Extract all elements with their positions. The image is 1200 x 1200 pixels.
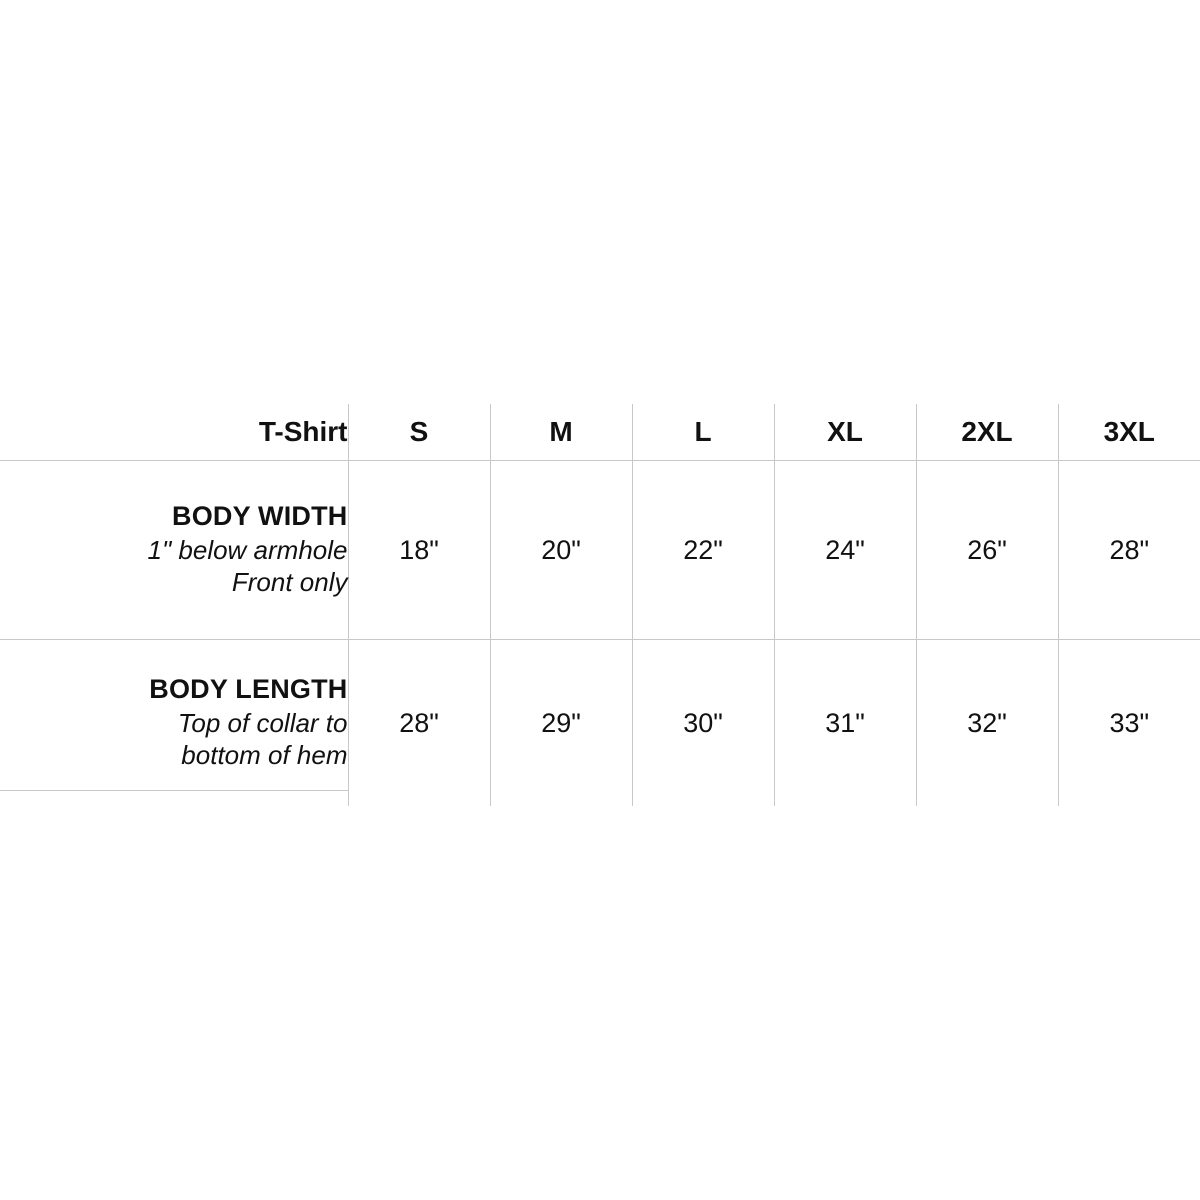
- cell-body-width-m: 20": [490, 461, 632, 640]
- cell-body-length-l: 30": [632, 640, 774, 807]
- row-label-subline-1: Top of collar to: [177, 708, 348, 739]
- row-label-title: BODY LENGTH: [149, 674, 348, 705]
- header-cell-title: T-Shirt: [0, 404, 348, 461]
- row-label-subline-1: 1" below armhole: [147, 535, 348, 566]
- table-row: [0, 640, 1200, 807]
- header-cell-size-2xl: 2XL: [916, 404, 1058, 461]
- cell-body-width-xl: 24": [774, 461, 916, 640]
- row-label-subline-2: bottom of hem: [181, 739, 348, 770]
- size-chart-table: [0, 404, 1200, 806]
- cell-body-length-xl: 31": [774, 640, 916, 807]
- cell-body-length-s: 28": [348, 640, 490, 807]
- cell-body-length-2xl: 32": [916, 640, 1058, 807]
- row-label-body-width: [0, 461, 348, 640]
- cell-body-width-2xl: 26": [916, 461, 1058, 640]
- cell-body-length-m: 29": [490, 640, 632, 807]
- header-cell-size-l: L: [632, 404, 774, 461]
- header-cell-size-3xl: 3XL: [1058, 404, 1200, 461]
- table-bottom-rule: [0, 790, 348, 791]
- header-cell-size-s: S: [348, 404, 490, 461]
- cell-body-width-s: 18": [348, 461, 490, 640]
- row-label-title: BODY WIDTH: [172, 501, 348, 532]
- row-label-body-length: [0, 640, 348, 807]
- cell-body-length-3xl: 33": [1058, 640, 1200, 807]
- cell-body-width-3xl: 28": [1058, 461, 1200, 640]
- table-row: [0, 461, 1200, 640]
- header-cell-size-m: M: [490, 404, 632, 461]
- header-cell-size-xl: XL: [774, 404, 916, 461]
- row-label-subline-2: Front only: [231, 566, 348, 597]
- cell-body-width-l: 22": [632, 461, 774, 640]
- table-header-row: [0, 404, 1200, 461]
